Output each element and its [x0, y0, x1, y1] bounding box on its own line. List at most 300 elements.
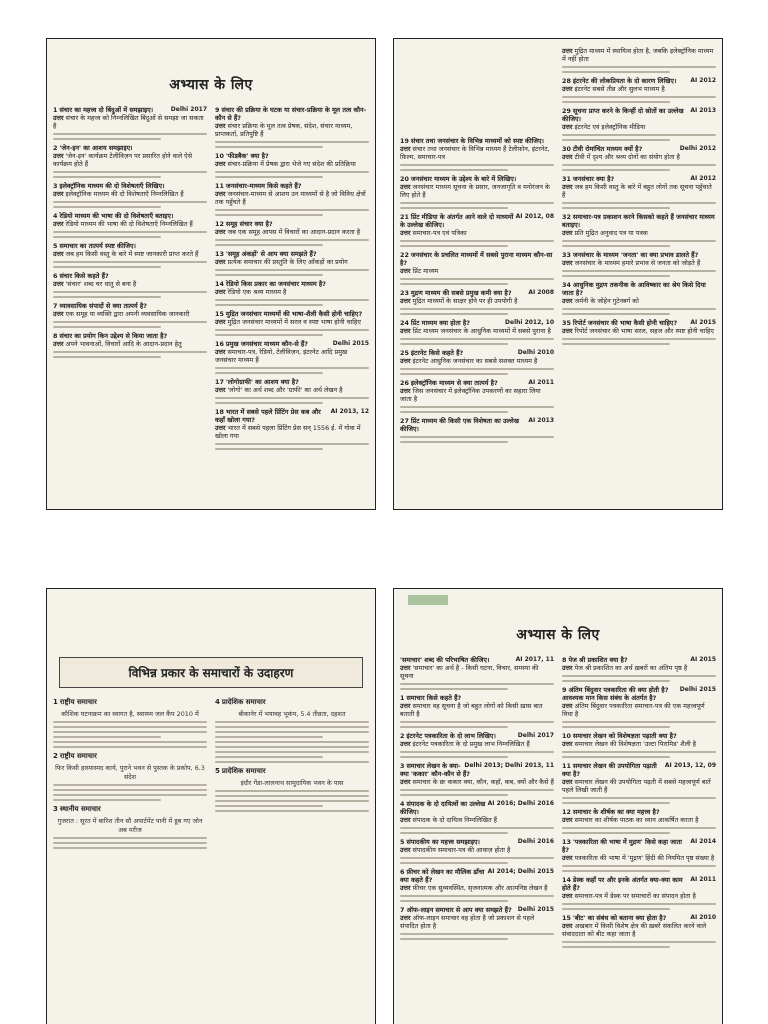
text-line: [400, 900, 508, 902]
answer-body: समाचार-पत्र, रेडियो, टेलीविज़न, इंटरनेट आदि प्रमुख जनसंचार माध्यम हैं: [215, 348, 348, 364]
question-label: अंतिम बिंदुवार पत्रकारिता की क्या होती है? आवश्यक मान किस संबंध के अंतर्गत है?: [562, 686, 669, 702]
text-line: [215, 209, 369, 211]
answer-body: समाचार लेखन की उपयोगिता पढ़ती में सबसे महत्त्वपूर्ण बातें पहले लिखी जाती हैं: [562, 778, 711, 794]
question-number: 8: [562, 656, 567, 664]
text-line: [400, 368, 554, 370]
text-line: [215, 397, 369, 399]
question-label: प्रमुख जनसंचार माध्यम कौन-से हैं?: [225, 340, 309, 348]
answer-text: [400, 816, 554, 824]
answer-body: संपादकीय समाचार-पत्र की आवाज़ होता है: [412, 846, 511, 854]
question-number: 5: [53, 242, 58, 250]
text-line: [53, 266, 161, 268]
text-line: [562, 721, 716, 723]
question-text: [562, 213, 715, 229]
answer-text: [53, 340, 207, 348]
answer-body: 'लोगो' का अर्थ शब्द और 'ग्राफी' का अर्थ लेखन है: [227, 386, 343, 394]
question-number: 14: [562, 876, 571, 884]
section-subtitle: बीकानेर में भयावह भूकंप, 5.4 तीव्रता, दहशत: [238, 710, 346, 718]
question-label: टीवी रोमांचित माध्यम क्यों है?: [572, 145, 643, 153]
text-line: [562, 338, 716, 340]
answer-prefix: उत्तर: [562, 259, 573, 267]
text-line: [562, 756, 670, 758]
question-number: 12: [215, 220, 224, 228]
question-text: [215, 340, 308, 348]
section-number: 1: [53, 698, 58, 706]
question-text: [53, 302, 147, 310]
text-line: [215, 756, 323, 758]
answer-prefix: उत्तर: [400, 914, 411, 922]
text-line: [400, 683, 554, 685]
question-label: रेडियो किस प्रकार का जनसंचार माध्यम है?: [225, 280, 327, 288]
answer-body: 'संचार' शब्द चर धातु से बना है: [65, 280, 137, 288]
question-text: [562, 175, 614, 183]
question-number: 4: [53, 212, 58, 220]
section-title: प्रादेशिक समाचार: [221, 698, 266, 706]
answer-body: समाचार-पत्र एवं पत्रिका: [412, 229, 467, 237]
question-text: [400, 656, 489, 664]
question-number: 33: [562, 251, 571, 259]
answer-prefix: उत्तर: [53, 114, 64, 122]
answer-text: [400, 327, 554, 335]
answer-body: मुद्रित जनसंचार माध्यमों में सरल व स्पष्ट भाषा होनी चाहिए: [227, 318, 361, 326]
answer-body: संचार तथा जनसंचार के विभिन्न माध्यम हैं टेलीफ़ोन, इंटरनेट, फ़िल्म, समाचार-पत्र: [400, 145, 550, 161]
question-item: [562, 281, 716, 315]
text-line: [562, 71, 670, 73]
page-3: [46, 588, 376, 1024]
question-label: समाचार किसे कहते हैं?: [406, 694, 462, 702]
question-text: [53, 242, 136, 250]
question-number: 6: [53, 272, 58, 280]
text-line: [215, 299, 369, 301]
answer-text: [562, 816, 716, 824]
answer-body: रेडियो एक श्रव्य माध्यम है: [227, 288, 287, 296]
answer-body: जनसंचार-माध्यम से आशय उन माध्यमों से है जो विविध क्षेत्रों तक पहुँचते हैं: [215, 190, 366, 206]
question-text: [53, 182, 164, 190]
answer-body: अखबार में किसी विशेष क्षेत्र की ख़बरें संकलित करने वाले संवाददाता को बीट कहा जाता है: [562, 922, 707, 938]
question-item: [562, 47, 716, 73]
answer-prefix: उत्तर: [215, 160, 226, 168]
text-line: [215, 746, 369, 748]
answer-body: प्रत्येक समाचार की प्रस्तुति के लिए आँकड़ों का प्रयोग: [227, 258, 348, 266]
text-line: [53, 138, 161, 140]
answer-body: प्रिंट माध्यम: [412, 267, 439, 275]
text-line: [53, 326, 161, 328]
text-line: [400, 245, 508, 247]
answer-text: [215, 288, 369, 296]
question-item: [215, 310, 369, 336]
answer-prefix: उत्तर: [53, 152, 64, 160]
answer-body: इंटरनेट सबसे तीव्र और सुलभ माध्यम है: [574, 85, 665, 93]
text-line: [562, 66, 716, 68]
question-number: 1: [53, 106, 58, 114]
page-2: [393, 38, 723, 510]
answer-text: [215, 190, 369, 206]
answer-body: टीवी में दृश्य और श्रव्य दोनों का संयोग होता है: [574, 153, 680, 161]
answer-prefix: उत्तर: [400, 297, 411, 305]
question-text: [400, 319, 470, 327]
text-line: [400, 406, 554, 408]
question-item: [400, 349, 554, 375]
question-text: [215, 250, 317, 258]
question-number: 21: [400, 213, 409, 221]
answer-body: संचार के महत्त्व को निम्नलिखित बिंदुओं से समझा जा सकता है: [53, 114, 204, 130]
question-item: [400, 762, 554, 796]
text-line: [562, 726, 670, 728]
answer-prefix: उत्तर: [215, 318, 226, 326]
answer-body: जर्मनी के जोहेन गुटेनबर्ग को: [574, 297, 639, 305]
text-line: [53, 133, 207, 135]
answer-prefix: उत्तर: [400, 702, 411, 710]
text-line: [400, 933, 554, 935]
question-number: 32: [562, 213, 571, 221]
question-label: प्रिंट माध्यम क्या होता है?: [410, 319, 470, 327]
text-line: [53, 726, 207, 728]
question-number: 28: [562, 77, 571, 85]
question-label: आधुनिक मुद्रण तकनीक के आविष्कार का श्रेय किसे दिया जाता है?: [562, 281, 706, 297]
answer-text: [562, 740, 716, 748]
question-text: [400, 732, 496, 740]
text-line: [400, 338, 554, 340]
question-text: [400, 838, 480, 846]
answer-prefix: उत्तर: [562, 778, 573, 786]
question-item: [53, 332, 207, 358]
question-item: [400, 868, 554, 902]
answer-text: [562, 854, 716, 862]
answer-body: इंटरनेट आधुनिक जनसंचार का सबसे सशक्त माध्यम है: [412, 357, 538, 365]
text-line: [400, 895, 554, 897]
text-line: [53, 784, 207, 786]
answer-prefix: उत्तर: [400, 846, 411, 854]
question-number: 29: [562, 107, 571, 115]
question-number: 11: [562, 762, 571, 770]
text-line: [53, 236, 161, 238]
question-number: 4: [400, 800, 405, 808]
answer-text: [400, 387, 554, 403]
highlight-mark: [408, 595, 448, 605]
question-number: 23: [400, 289, 409, 297]
question-item: [562, 732, 716, 758]
text-line: [562, 680, 670, 682]
answer-prefix: उत्तर: [53, 220, 64, 228]
source-tag: Delhi 2012: [679, 145, 716, 152]
question-label: समाचार के शीर्षक का क्या महत्त्व है?: [572, 808, 660, 816]
question-label: जनसंचार के प्रचलित माध्यमों में सबसे पुराना माध्यम कौन-सा है?: [400, 251, 553, 267]
answer-text: [215, 258, 369, 266]
text-line: [562, 946, 670, 948]
text-line: [53, 789, 207, 791]
text-line: [562, 343, 670, 345]
text-line: [215, 372, 323, 374]
text-line: [53, 321, 207, 323]
text-line: [400, 373, 508, 375]
left-column: [53, 694, 207, 849]
question-text: [53, 272, 109, 280]
answer-text: [562, 892, 716, 900]
text-line: [53, 746, 207, 748]
text-line: [562, 751, 716, 753]
question-item: [562, 914, 716, 948]
text-line: [215, 795, 369, 797]
answer-prefix: उत्तर: [400, 387, 411, 395]
text-line: [400, 441, 508, 443]
question-label: 'समाचार' शब्द की परिभाषित कीजिए।: [400, 656, 490, 664]
text-line: [400, 169, 508, 171]
text-line: [53, 171, 207, 173]
question-item: [215, 280, 369, 306]
section-number: 5: [215, 767, 220, 775]
source-tag: AI 2012: [690, 77, 716, 84]
answer-body: समाचार का शीर्षक पाठक का ध्यान आकर्षित करता है: [574, 816, 699, 824]
question-text: [562, 145, 642, 153]
text-line: [400, 308, 554, 310]
source-tag: Delhi 2013; Delhi 2013, 11: [464, 762, 554, 769]
question-text: [400, 349, 463, 357]
question-text: [562, 77, 676, 85]
answer-body: प्रिंट माध्यम जनसंचार के आधुनिक माध्यमों में सबसे पुराना है: [412, 327, 551, 335]
question-label: संचार का प्रयोग किन उद्देश्य से किया जाता है?: [59, 332, 168, 340]
answer-text: [400, 297, 554, 305]
question-text: [400, 906, 512, 914]
answer-prefix: उत्तर: [562, 85, 573, 93]
text-line: [215, 176, 323, 178]
text-line: [400, 862, 508, 864]
text-line: [562, 308, 716, 310]
answer-prefix: उत्तर: [562, 123, 573, 131]
answer-prefix: उत्तर: [215, 288, 226, 296]
text-line: [53, 176, 161, 178]
question-text: [400, 251, 552, 267]
question-label: संचार किसे कहते हैं?: [59, 272, 109, 280]
source-tag: Delhi 2010: [517, 349, 554, 356]
question-label: संचार तथा जनसंचार के विभिन्न माध्यमों को स्पष्ट कीजिए।: [410, 137, 544, 145]
text-line: [562, 827, 716, 829]
question-number: 18: [215, 408, 224, 416]
answer-prefix: उत्तर: [400, 664, 411, 672]
text-line: [562, 101, 670, 103]
right-column: [562, 656, 716, 952]
text-line: [562, 96, 716, 98]
page-title: अभ्यास के लिए: [169, 77, 253, 93]
answer-body: जनसंचार माध्यम सूचना के प्रसार, जनजागृति व मनोरंजन के लिए होते हैं: [400, 183, 550, 199]
answer-text: [215, 386, 369, 394]
answer-body: इलेक्ट्रॉनिक माध्यम की दो विशेषताएँ निम्नलिखित हैं: [65, 190, 184, 198]
question-item: [562, 175, 716, 209]
source-tag: AI 2011: [528, 379, 554, 386]
question-item: [400, 251, 554, 285]
answer-prefix: उत्तर: [400, 740, 411, 748]
section-heading: [215, 698, 369, 707]
answer-text: [562, 183, 716, 199]
section-subtitle: कौशिक घटनाक्रम का स्वागत है, स्वास्थ्य जल कैंप 2010 में: [61, 710, 199, 718]
question-item: [400, 694, 554, 728]
text-line: [215, 800, 369, 802]
text-line: [215, 751, 369, 753]
text-line: [215, 741, 369, 743]
question-text: [215, 378, 299, 386]
text-line: [400, 721, 554, 723]
source-tag: AI 2016; Delhi 2016: [487, 800, 554, 807]
question-number: 5: [400, 838, 405, 846]
text-line: [400, 789, 554, 791]
question-text: [215, 152, 269, 160]
right-column: [562, 47, 716, 447]
question-text: [562, 762, 657, 778]
answer-prefix: उत्तर: [562, 47, 573, 55]
text-line: [53, 799, 161, 801]
question-item: [400, 732, 554, 758]
text-line: [400, 436, 554, 438]
text-line: [400, 751, 554, 753]
answer-body: मुद्रित माध्यम में स्थायित्व होता है, जबकि इलेक्ट्रॉनिक माध्यम में नहीं होता: [562, 47, 714, 63]
answer-text: [562, 259, 716, 267]
question-number: 10: [215, 152, 224, 160]
text-line: [400, 207, 508, 209]
answer-text: [215, 318, 369, 326]
question-label: 'फीडबैक' क्या है?: [225, 152, 269, 160]
page-4: [393, 588, 723, 1024]
answer-body: 'जेन-इन' कार्यक्रम टेलीविज़न पर प्रसारित होने वाले ऐसे कार्यक्रम होते हैं: [53, 152, 193, 168]
answer-prefix: उत्तर: [562, 740, 573, 748]
text-line: [400, 794, 508, 796]
text-line: [215, 367, 369, 369]
question-number: 1: [400, 694, 405, 702]
answer-body: एक समूह या व्यक्ति द्वारा अपनी व्यवसायिक जानकारी: [65, 310, 190, 318]
section-subtitle: गुजरात : सूरत में बारिश तीन सौ अपार्टमेंट पानी में डूब गए जोन अब मरीज: [57, 817, 203, 834]
section-heading: [53, 698, 207, 707]
question-label: प्रिंट मीडिया के अंतर्गत आने वाले दो माध्यमों के उल्लेख कीजिए।: [400, 213, 514, 229]
answer-body: जिस जनसंचार में इलेक्ट्रॉनिक उपकरणों का सहारा लिया जाता है: [400, 387, 541, 403]
question-item: [53, 182, 207, 208]
question-number: 12: [562, 808, 571, 816]
question-label: संचार का महत्त्व दो बिंदुओं में समझाइए।: [59, 106, 154, 114]
text-line: [562, 240, 716, 242]
answer-prefix: उत्तर: [562, 664, 573, 672]
source-tag: AI 2013, 12, 09: [664, 762, 716, 769]
question-item: [400, 213, 554, 247]
answer-text: [400, 357, 554, 365]
page-title: अभ्यास के लिए: [516, 627, 600, 643]
question-item: [53, 106, 207, 140]
left-column: [400, 47, 554, 447]
question-text: [215, 310, 362, 318]
text-line: [400, 283, 508, 285]
examples-banner: विभिन्न प्रकार के समाचारों के उदाहरण: [59, 657, 363, 688]
question-label: मुद्रण माध्यम की सबसे प्रमुख कमी क्या है?: [410, 289, 512, 297]
answer-body: मुद्रित माध्यमों के साक्षर होने पर ही उपयोगी है: [412, 297, 518, 305]
question-label: संपादकीय का महत्त्व समझाइए।: [406, 838, 480, 846]
answer-text: [562, 47, 716, 63]
answer-text: [400, 778, 554, 786]
question-label: संपादक के दो दायित्वों का उल्लेख कीजिए।: [400, 800, 486, 816]
question-item: [53, 144, 207, 178]
right-column: [215, 694, 369, 849]
question-text: [400, 379, 498, 387]
question-number: 20: [400, 175, 409, 183]
section-number: 3: [53, 805, 58, 813]
answer-text: [53, 152, 207, 168]
source-tag: AI 2015: [690, 319, 716, 326]
question-label: भारत में सबसे पहले प्रिंटिंग प्रेस कब और कहाँ खोला गया?: [215, 408, 321, 424]
source-tag: Delhi 2015: [517, 906, 554, 913]
question-label: फ़ीचर को लेखन का मौलिक ढाँचा क्या कहते हैं?: [400, 868, 485, 884]
text-line: [562, 903, 716, 905]
section-heading: [53, 752, 207, 761]
text-line: [400, 202, 554, 204]
section-title: राष्ट्रीय समाचार: [59, 698, 97, 706]
question-label: इलेक्ट्रॉनिक माध्यम की दो विशेषताएँ लिखिए।: [59, 182, 165, 190]
answer-text: [53, 220, 207, 228]
answer-text: [215, 424, 369, 440]
source-tag: AI 2013: [528, 417, 554, 424]
source-tag: AI 2013: [690, 107, 716, 114]
question-number: 26: [400, 379, 409, 387]
text-line: [562, 275, 670, 277]
question-number: 24: [400, 319, 409, 327]
answer-text: [400, 145, 554, 161]
answer-text: [562, 85, 716, 93]
text-line: [400, 857, 554, 859]
question-label: समाचार का तात्पर्य स्पष्ट कीजिए।: [59, 242, 136, 250]
answer-body: जब एक समूह आपस में विचारों का आदान-प्रदान करता है: [227, 228, 361, 236]
question-text: [400, 694, 461, 702]
answer-body: जब हम किसी वस्तु के बारे में स्पष्ट जानकारी प्राप्त करते हैं: [65, 250, 199, 258]
answer-body: इंटरनेट पत्रकारिता के दो प्रमुख लाभ निम्नलिखित हैं: [412, 740, 530, 748]
text-line: [215, 329, 369, 331]
answer-text: [53, 190, 207, 198]
text-line: [215, 731, 369, 733]
section-heading: [53, 805, 207, 814]
question-text: [400, 417, 519, 433]
text-line: [53, 291, 207, 293]
answer-body: समाचार लेखन की विशेषज्ञता 'उल्टा पिरामिड' शैली है: [574, 740, 697, 748]
answer-body: संचार प्रक्रिया के मूल तत्व प्रेषक, संदेश, संचार माध्यम, प्राप्तकर्ता, प्रतिपुष्टि हैं: [215, 122, 353, 138]
answer-body: भारत में सबसे पहला प्रिंटिंग प्रेस सन् 1556 ई. में गोवा में खोला गया: [215, 424, 361, 440]
answer-text: [400, 229, 554, 237]
text-line: [562, 675, 716, 677]
text-line: [215, 805, 323, 807]
question-label: रेडियो माध्यम की भाषा की दो विशेषताएँ बताइए।: [59, 212, 174, 220]
section-title: प्रादेशिक समाचार: [221, 767, 266, 775]
question-item: [400, 656, 554, 690]
question-label: व्यावसायिक संपादों से क्या तात्पर्य है?: [59, 302, 147, 310]
question-label: प्रिंट माध्यम की किसी एक विशेषता का उल्लेख कीजिए।: [400, 417, 519, 433]
text-line: [400, 827, 554, 829]
answer-body: ऑफ-लाइन समाचार वह होता है जो प्रकाशन से पहले संपादित होता है: [400, 914, 535, 930]
answer-text: [53, 310, 207, 318]
question-text: [215, 106, 366, 122]
question-text: [400, 868, 484, 884]
question-item: [562, 213, 716, 247]
text-line: [562, 908, 670, 910]
text-line: [215, 790, 369, 792]
question-item: [53, 212, 207, 238]
question-item: [400, 137, 554, 171]
answer-text: [53, 114, 207, 130]
text-line: [215, 810, 369, 812]
question-item: [562, 838, 716, 872]
question-number: 15: [562, 914, 571, 922]
answer-body: संचार-प्रक्रिया में प्रेषक द्वारा भेजे गए संदेश की प्रतिक्रिया: [227, 160, 356, 168]
answer-body: रिपोर्ट जनसंचार की भाषा सरल, सहज और स्पष्ट होनी चाहिए: [574, 327, 714, 335]
answer-prefix: उत्तर: [400, 267, 411, 275]
question-item: [400, 838, 554, 864]
answer-prefix: उत्तर: [215, 190, 226, 198]
section-heading: [215, 767, 369, 776]
question-number: 3: [400, 762, 405, 770]
question-item: [215, 220, 369, 246]
question-item: [53, 302, 207, 328]
text-line: [562, 313, 670, 315]
